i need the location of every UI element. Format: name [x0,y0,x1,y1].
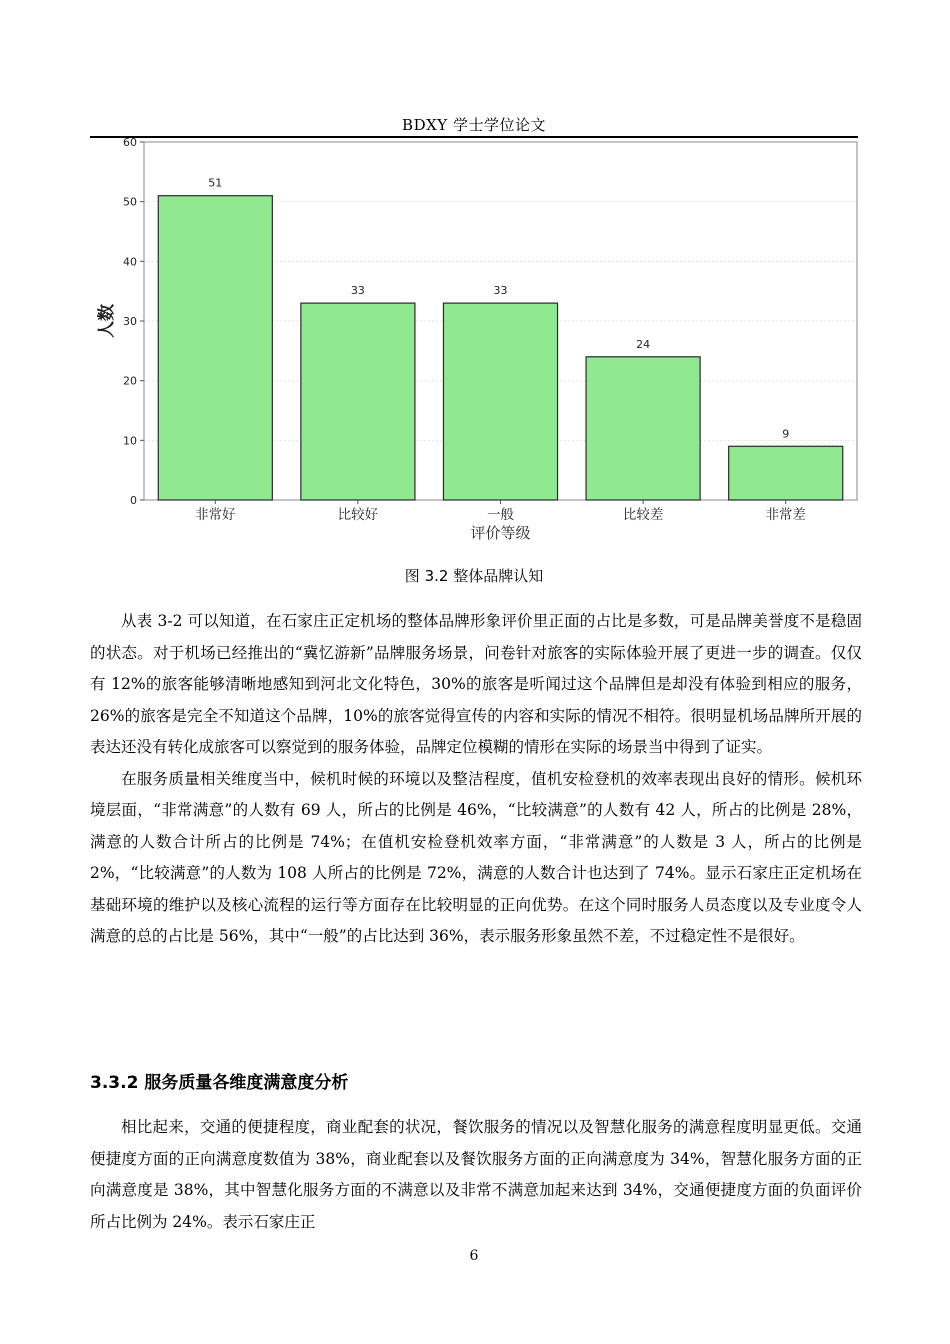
bar-value-label: 9 [782,427,790,441]
x-category-label: 比较好 [337,507,379,523]
bar [301,303,415,500]
bar-value-label: 33 [493,284,508,298]
section-heading: 3.3.2 服务质量各维度满意度分析 [90,1073,349,1093]
body-paragraphs-2 [90,1112,862,1238]
bar-value-label: 24 [636,337,651,351]
running-header: BDXY 学士学位论文 [402,116,546,134]
bars [158,196,842,500]
bar [586,357,700,500]
bar [158,196,272,500]
y-tick-label: 60 [123,136,137,149]
x-category-label: 一般 [487,507,514,523]
y-tick-label: 0 [130,494,137,507]
y-axis-title: 人数 [97,304,117,338]
y-tick-label: 20 [123,374,137,388]
y-tick-label: 50 [123,195,137,209]
category-labels [195,500,806,523]
bar [443,303,557,500]
figure-caption: 图 3.2 整体品牌认知 [404,567,544,585]
x-axis-title: 评价等级 [470,524,531,542]
x-category-label: 非常好 [195,507,236,523]
paragraph: 在服务质量相关维度当中，候机时候的环境以及整洁程度，值机安检登机的效率表现出良好的情形。候机环境层面，“非常满意”的人数有 69 人，所占的比例是 46%，“比较满意”的人数有 42 人，所占的比例是 28%，满意的人数合计所占的比例是 74%；在值机安检登机效率方面，“非常满意”的人数是 3 人，所占的比例是 2%，“比较满意”的人数为 108 人所占的比例是 72%，满意的人数合计也达到了 74%。显示石家庄正定机场在基础环境的维护以及核心流程的运行等方面存在比较明显的正向优势。在这个同时服务人员态度以及专业度令人满意的总的占比是 56%，其中“一般”的占比达到 36%，表示服务形象虽然不差，不过稳定性不是很好。 [90,769,862,945]
bar-value-label: 33 [350,284,365,298]
y-axis-ticks [123,136,144,507]
bar-chart [90,132,870,552]
y-tick-label: 10 [123,434,137,448]
body-paragraphs-1 [90,606,862,953]
x-category-label: 比较差 [622,507,664,523]
bar-value-label: 51 [208,176,223,190]
bar [729,446,843,500]
y-tick-label: 40 [123,255,137,269]
paragraph: 相比起来，交通的便捷程度，商业配套的状况，餐饮服务的情况以及智慧化服务的满意程度明显更低。交通便捷度方面的正向满意度数值为 38%，商业配套以及餐饮服务方面的正向满意度为 34%，智慧化服务方面的正向满意度是 38%，其中智慧化服务方面的不满意以及非常不满意加起来达到 34%，交通便捷度方面的负面评价所占比例为 24%。表示石家庄正 [90,1118,862,1231]
x-category-label: 非常差 [765,507,806,523]
paragraph: 从表 3-2 可以知道，在石家庄正定机场的整体品牌形象评价里正面的占比是多数，可是品牌美誉度不是稳固的状态。对于机场已经推出的“冀忆游新”品牌服务场景，问卷针对旅客的实际体验开展了更进一步的调查。仅仅有 12%的旅客能够清晰地感知到河北文化特色，30%的旅客是听闻过这个品牌但是却没有体验到相应的服务，26%的旅客是完全不知道这个品牌，10%的旅客觉得宣传的内容和实际的情况不相符。很明显机场品牌所开展的表达还没有转化成旅客可以察觉到的服务体验，品牌定位模糊的情形在实际的场景当中得到了证实。 [90,612,862,756]
y-tick-label: 30 [123,315,137,328]
page-number: 6 [469,1248,479,1264]
